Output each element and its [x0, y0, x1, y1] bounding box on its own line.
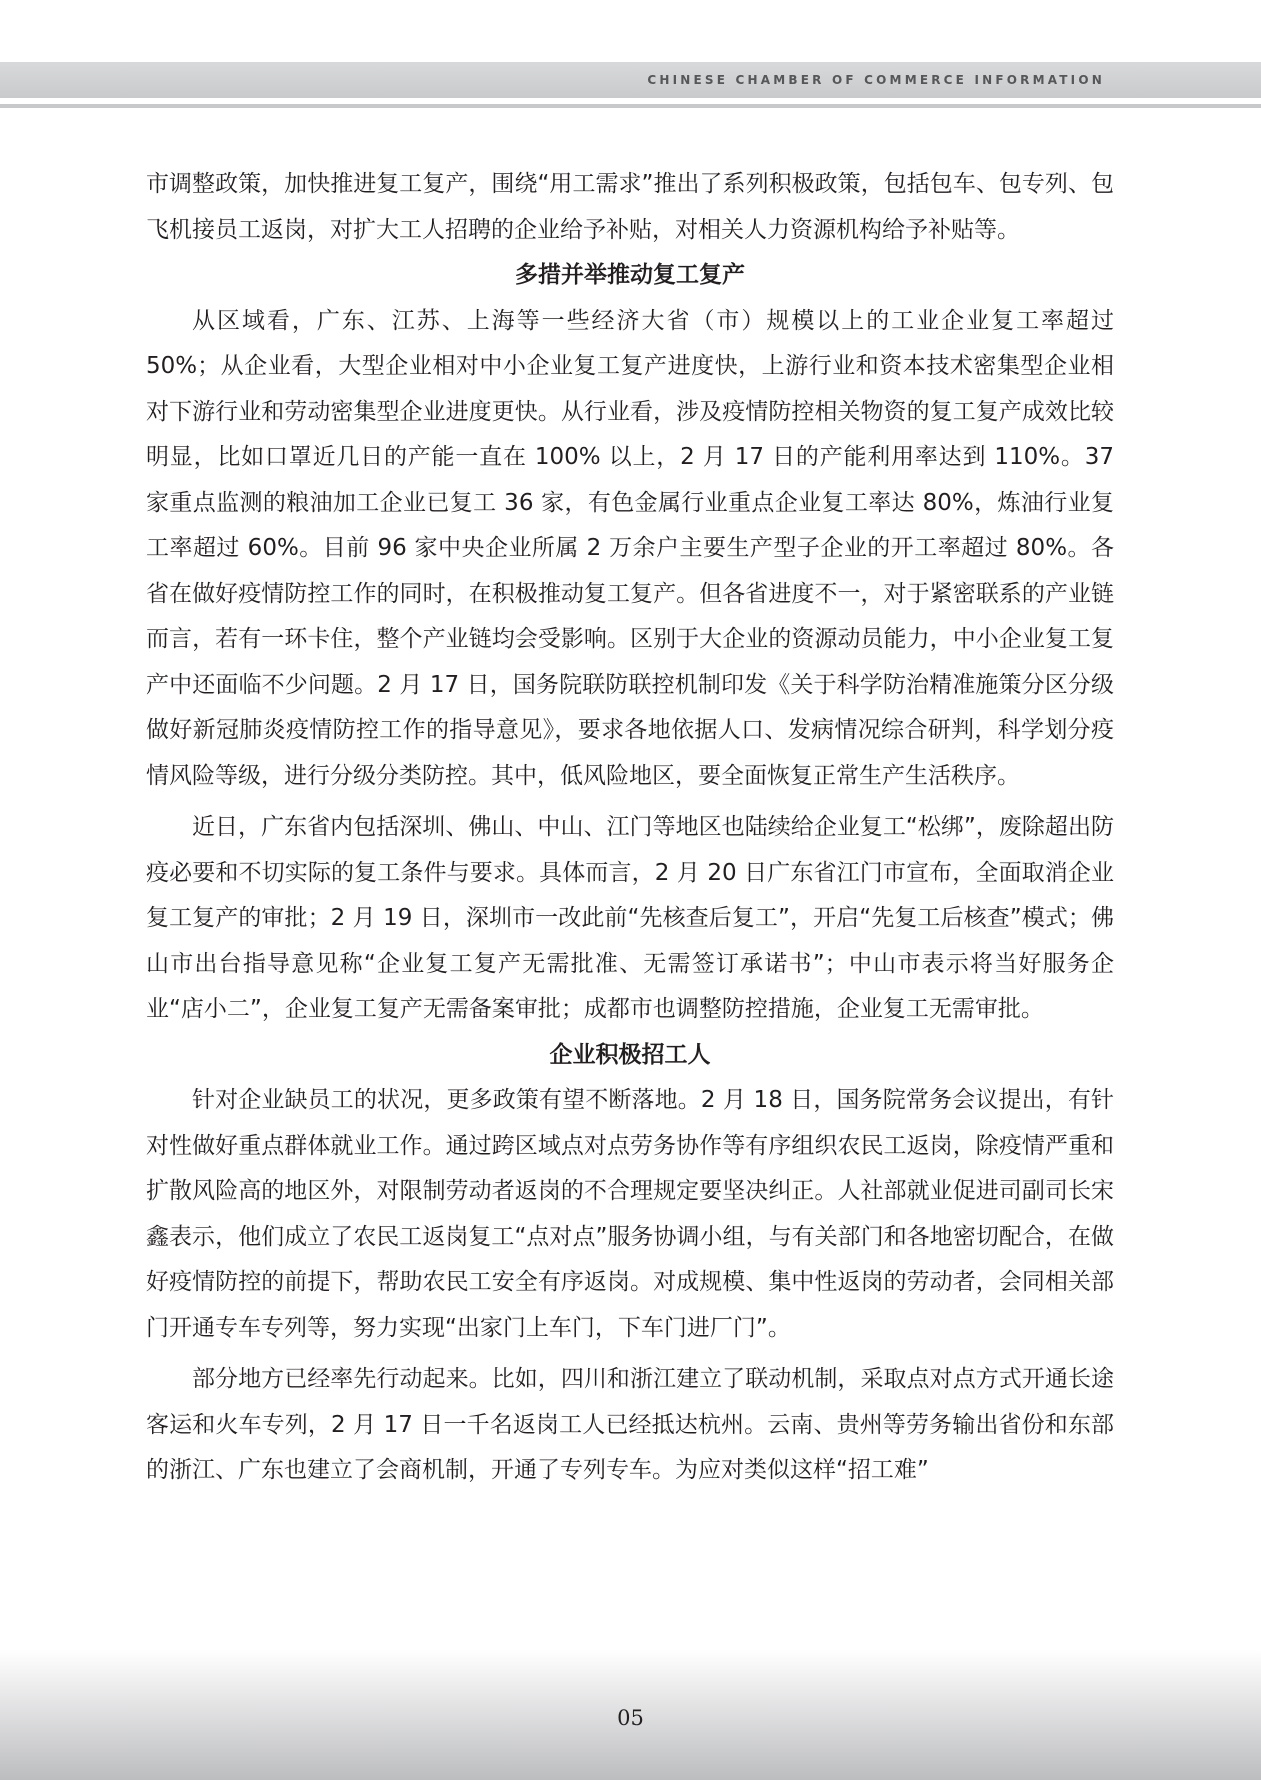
paragraph: 部分地方已经率先行动起来。比如，四川和浙江建立了联动机制，采取点对点方式开通长途客运和火车专列，2 月 17 日一千名返岗工人已经抵达杭州。云南、贵州等劳务输出省份和东部的浙江、广东也建立了会商机制，开通了专列专车。为应对类似这样“招工难” — [146, 1366, 1114, 1483]
paragraph: 市调整政策，加快推进复工复产，围绕“用工需求”推出了系列积极政策，包括包车、包专列、包飞机接员工返岗，对扩大工人招聘的企业给予补贴，对相关人力资源机构给予补贴等。 — [146, 171, 1114, 243]
publication-name: CHINESE CHAMBER OF COMMERCE INFORMATION — [647, 73, 1105, 87]
section-heading: 企业积极招工人 — [549, 1041, 711, 1068]
header-band — [0, 62, 1261, 98]
article-body — [146, 162, 1114, 1494]
paragraph: 针对企业缺员工的状况，更多政策有望不断落地。2 月 18 日，国务院常务会议提出，有针对性做好重点群体就业工作。通过跨区域点对点劳务协作等有序组织农民工返岗，除疫情严重和扩散风险高的地区外，对限制劳动者返岗的不合理规定要坚决纠正。人社部就业促进司副司长宋鑫表示，他们成立了农民工返岗复工“点对点”服务协调小组，与有关部门和各地密切配合，在做好疫情防控的前提下，帮助农民工安全有序返岗。对成规模、集中性返岗的劳动者，会同相关部门开通专车专列等，努力实现“出家门上车门，下车门进厂门”。 — [146, 1087, 1114, 1341]
paragraph: 近日，广东省内包括深圳、佛山、中山、江门等地区也陆续给企业复工“松绑”，废除超出防疫必要和不切实际的复工条件与要求。具体而言，2 月 20 日广东省江门市宣布，全面取消企业复工复产的审批；2 月 19 日，深圳市一改此前“先核查后复工”，开启“先复工后核查”模式；佛山市出台指导意见称“企业复工复产无需批准、无需签订承诺书”；中山市表示将当好服务企业“店小二”，企业复工复产无需备案审批；成都市也调整防控措施，企业复工无需审批。 — [146, 814, 1114, 1022]
paragraph: 从区域看，广东、江苏、上海等一些经济大省（市）规模以上的工业企业复工率超过50%；从企业看，大型企业相对中小企业复工复产进度快，上游行业和资本技术密集型企业相对下游行业和劳动密集型企业进度更快。从行业看，涉及疫情防控相关物资的复工复产成效比较明显，比如口罩近几日的产能一直在 100% 以上，2 月 17 日的产能利用率达到 110%。37 家重点监测的粮油加工企业已复工 36 家，有色金属行业重点企业复工率达 80%，炼油行业复工率超过 60%。目前 96 家中央企业所属 2 万余户主要生产型子企业的开工率超过 80%。各省在做好疫情防控工作的同时，在积极推动复工复产。但各省进度不一，对于紧密联系的产业链而言，若有一环卡住，整个产业链均会受影响。区别于大企业的资源动员能力，中小企业复工复产中还面临不少问题。2 月 17 日，国务院联防联控机制印发《关于科学防治精准施策分区分级做好新冠肺炎疫情防控工作的指导意见》，要求各地依据人口、发病情况综合研判，科学划分疫情风险等级，进行分级分类防控。其中，低风险地区，要全面恢复正常生产生活秩序。 — [146, 307, 1114, 789]
header-divider — [0, 104, 1261, 108]
page-number: 05 — [617, 1706, 644, 1730]
section-heading: 多措并举推动复工复产 — [515, 262, 745, 288]
